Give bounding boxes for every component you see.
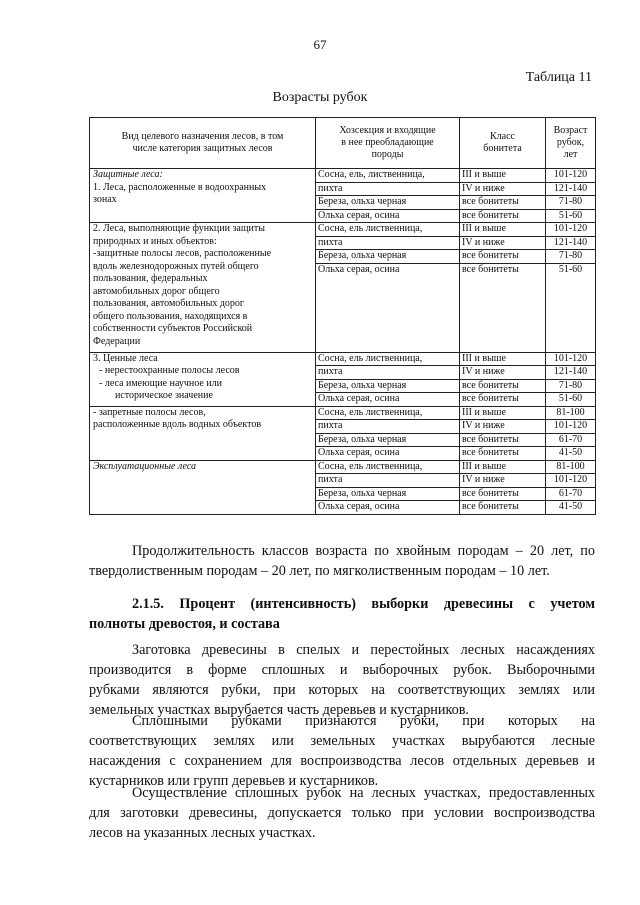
species-cell: Береза, ольха черная [316,433,460,447]
class-cell: все бонитеты [460,447,546,461]
table-header-row [90,118,596,169]
table-row [90,169,596,183]
age-cell: 51-60 [546,393,596,407]
class-cell: все бонитеты [460,250,546,264]
class-cell: все бонитеты [460,379,546,393]
species-cell: Сосна, ель, лиственница, [316,169,460,183]
species-cell: пихта [316,420,460,434]
paragraph-reforestation: Осуществление сплошных рубок на лесных участках, предоставленных для заготовки древесины, допускается только при условии воспроизводства лесов на указанных лесных участках. [89,785,595,841]
purpose-cell: - запретные полосы лесов, расположенные вдоль водных объектов [90,406,316,460]
age-cell: 121-140 [546,366,596,380]
purpose-cell: 2. Леса, выполняющие функции защиты природных и иных объектов: -защитные полосы лесов, расположенные вдоль железнодорожных путей общего пользования, федеральных автомобильных дорог общего пользования, автомобильных дорог общего пользования, находящихся в собственности субъектов Российской Федерации [90,223,316,353]
age-cell: 121-140 [546,182,596,196]
table-title: Возрасты рубок [272,90,368,105]
class-cell: все бонитеты [460,487,546,501]
species-cell: Сосна, ель лиственница, [316,406,460,420]
header-age: Возраст рубок, лет [546,118,596,169]
class-cell: все бонитеты [460,393,546,407]
age-cell: 101-120 [546,420,596,434]
age-cell: 101-120 [546,352,596,366]
species-cell: Береза, ольха черная [316,379,460,393]
age-cell: 71-80 [546,379,596,393]
species-cell: Береза, ольха черная [316,487,460,501]
class-cell: IV и ниже [460,474,546,488]
age-cell: 121-140 [546,236,596,250]
table-row [90,223,596,237]
species-cell: Ольха серая, осина [316,263,460,352]
cutting-age-table [89,117,596,515]
species-cell: Ольха серая, осина [316,393,460,407]
class-cell: все бонитеты [460,263,546,352]
age-cell: 101-120 [546,223,596,237]
table-label: Таблица 11 [525,70,592,85]
age-cell: 71-80 [546,196,596,210]
purpose-cell: 3. Ценные леса - нерестоохранные полосы лесов - леса имеющие научное или историческое значение [90,352,316,406]
species-cell: Сосна, ель лиственница, [316,460,460,474]
species-cell: Ольха серая, осина [316,209,460,223]
class-cell: все бонитеты [460,501,546,515]
paragraph-harvesting: Заготовка древесины в спелых и перестойных лесных насаждениях производится в форме сплошных и выборочных рубок. Выборочными рубками являются рубки, при которых на соответствующих землях или земельных участках вырубается часть деревьев и кустарников. [89,642,595,718]
class-cell: IV и ниже [460,236,546,250]
age-cell: 51-60 [546,263,596,352]
species-cell: Береза, ольха черная [316,250,460,264]
class-cell: III и выше [460,223,546,237]
table-row [90,406,596,420]
species-cell: Сосна, ель лиственница, [316,223,460,237]
age-cell: 101-120 [546,169,596,183]
species-cell: Береза, ольха черная [316,196,460,210]
class-cell: все бонитеты [460,209,546,223]
species-cell: Ольха серая, осина [316,501,460,515]
age-cell: 81-100 [546,460,596,474]
species-cell: пихта [316,366,460,380]
header-purpose: Вид целевого назначения лесов, в том числе категория защитных лесов [90,118,316,169]
species-cell: пихта [316,182,460,196]
class-cell: III и выше [460,352,546,366]
species-cell: Ольха серая, осина [316,447,460,461]
age-cell: 41-50 [546,501,596,515]
page-number: 67 [313,37,327,52]
age-cell: 51-60 [546,209,596,223]
purpose-cell: Защитные леса: 1. Леса, расположенные в водоохранных зонах [90,169,316,223]
class-cell: III и выше [460,460,546,474]
age-cell: 41-50 [546,447,596,461]
paragraph-clear-cutting: Сплошными рубками признаются рубки, при которых на соответствующих землях или земельных участках вырубаются лесные насаждения с сохранением для воспроизводства лесов отдельных деревьев и кустарников или групп деревьев и кустарников. [89,713,595,789]
class-cell: все бонитеты [460,433,546,447]
species-cell: Сосна, ель лиственница, [316,352,460,366]
table-row [90,460,596,474]
class-cell: все бонитеты [460,196,546,210]
age-cell: 61-70 [546,487,596,501]
section-heading: 2.1.5. Процент (интенсивность) выборки древесины с учетом полноты древостоя, и состава [89,596,595,632]
species-cell: пихта [316,474,460,488]
header-species: Хозсекция и входящие в нее преобладающие породы [316,118,460,169]
class-cell: IV и ниже [460,420,546,434]
age-cell: 101-120 [546,474,596,488]
age-cell: 71-80 [546,250,596,264]
species-cell: пихта [316,236,460,250]
class-cell: III и выше [460,406,546,420]
age-cell: 81-100 [546,406,596,420]
class-cell: IV и ниже [460,366,546,380]
purpose-cell: Эксплуатационные леса [90,460,316,514]
header-class: Класс бонитета [460,118,546,169]
table-row [90,352,596,366]
class-cell: III и выше [460,169,546,183]
age-cell: 61-70 [546,433,596,447]
class-cell: IV и ниже [460,182,546,196]
paragraph-class-duration: Продолжительность классов возраста по хвойным породам – 20 лет, по твердолиственным породам – 20 лет, по мягколиственным породам – 10 лет. [89,543,595,579]
